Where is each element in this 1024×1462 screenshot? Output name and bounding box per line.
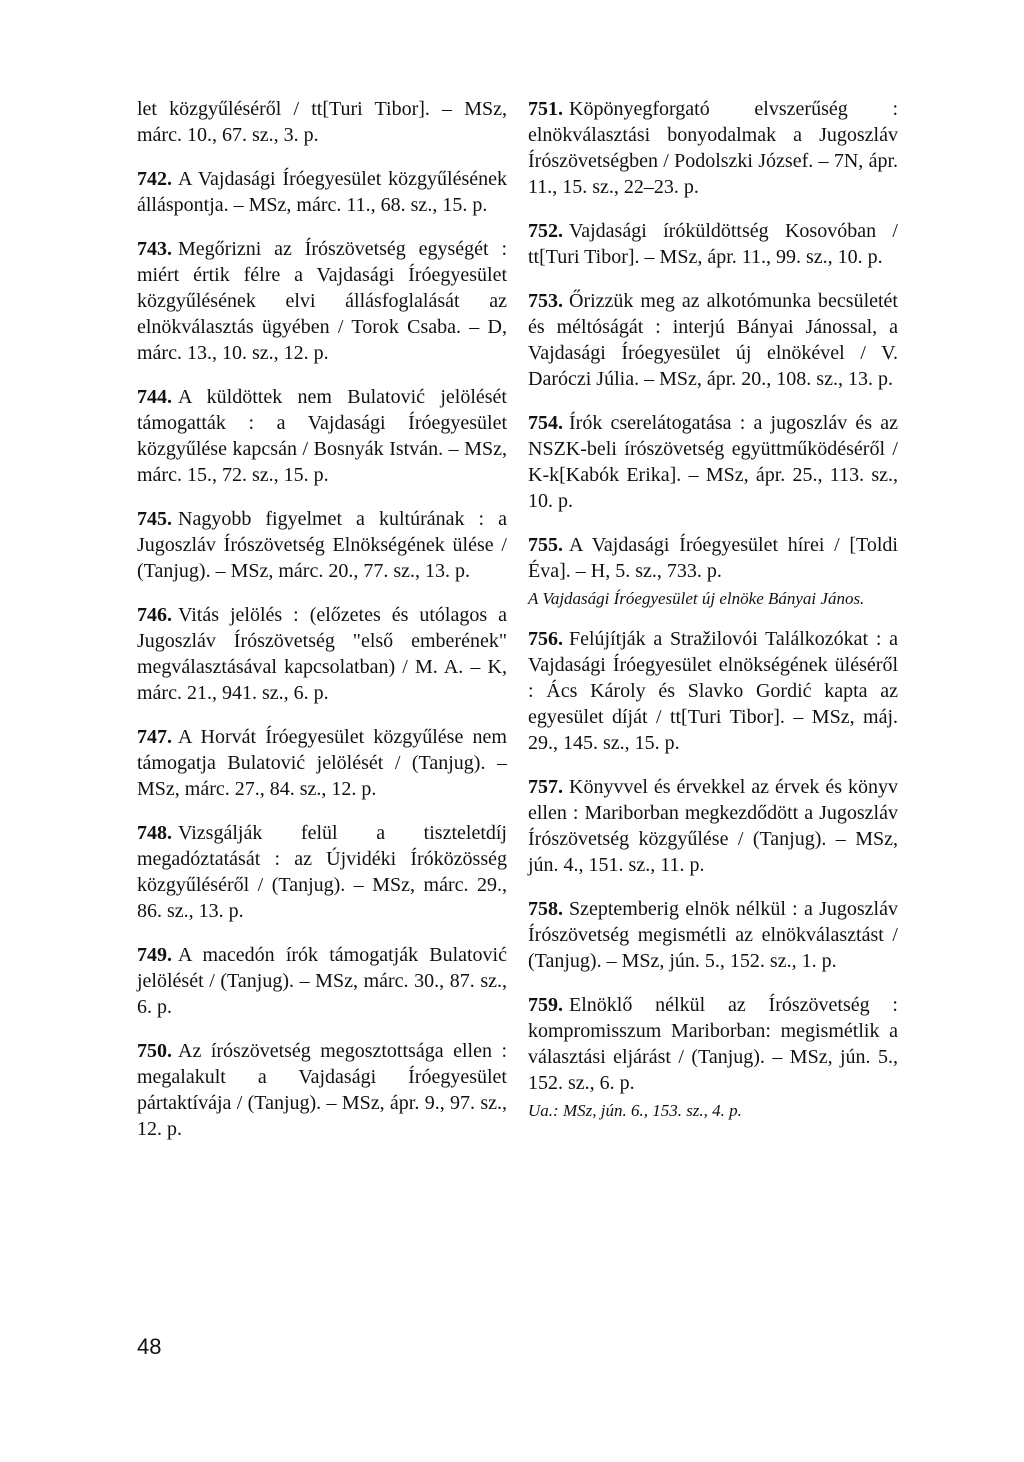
entry-text: A Vajdasági Íróegyesület közgyűlésének álláspontja. – MSz, márc. 11., 68. sz., 15. p. — [137, 168, 507, 216]
entry-text: Elnöklő nélkül az Írószövetség : kompromisszum Mariborban: megismétlik a választási eljárást / (Tanjug). – MSz, jún. 5., 152. sz., 6. p. — [528, 994, 898, 1094]
entry-744 — [137, 384, 507, 488]
entry-747 — [137, 724, 507, 802]
entry-number: 747. — [137, 726, 172, 748]
entry-text: Könyvvel és érvekkel az érvek és könyv ellen : Mariborban megkezdődött a Jugoszláv Írószövetség közgyűlése / (Tanjug). – MSz, jún. 4., 151. sz., 11. p. — [528, 776, 898, 876]
right-column — [528, 96, 898, 1138]
entry-759 — [528, 992, 898, 1096]
entry-text: Köpönyegforgató elvszerűség : elnökválasztási bonyodalmak a Jugoszláv Írószövetségben / Podolszki József. – 7N, ápr. 11., 15. sz., 22–23. p. — [528, 98, 898, 198]
entry-number: 753. — [528, 290, 563, 312]
entry-number: 744. — [137, 386, 172, 408]
entry-text: A macedón írók támogatják Bulatović jelölését / (Tanjug). – MSz, márc. 30., 87. sz., 6. p. — [137, 944, 507, 1018]
entry-text: Őrizzük meg az alkotómunka becsületét és méltóságát : interjú Bányai Jánossal, a Vajdasági Íróegyesület új elnökével / V. Daróczi Júlia. – MSz, ápr. 20., 108. sz., 13. p. — [528, 290, 898, 390]
entry-number: 751. — [528, 98, 563, 120]
entry-746 — [137, 602, 507, 706]
entry-text: Az írószövetség megosztottsága ellen : megalakult a Vajdasági Íróegyesület pártaktívája / (Tanjug). – MSz, ápr. 9., 97. sz., 12. p. — [137, 1040, 507, 1140]
page-number: 48 — [137, 1334, 162, 1359]
entry-number: 754. — [528, 412, 563, 434]
entry-text: Megőrizni az Írószövetség egységét : miért értik félre a Vajdasági Íróegyesület közgyűlésének elvi állásfoglalását az elnökválasztás ügyében / Torok Csaba. – D, márc. 13., 10. sz., 12. p. — [137, 238, 507, 364]
entry-number: 746. — [137, 604, 172, 626]
entry-748 — [137, 820, 507, 924]
entry-749 — [137, 942, 507, 1020]
entry-number: 749. — [137, 944, 172, 966]
entry-text: Vitás jelölés : (előzetes és utólagos a Jugoszláv Írószövetség "első emberének" megválasztásával kapcsolatban) / M. A. – K, márc. 21., 941. sz., 6. p. — [137, 604, 507, 704]
entry-758 — [528, 896, 898, 974]
entry-text: Írók cserelátogatása : a jugoszláv és az NSZK-beli írószövetség együttműködéséről / K-k[Kabók Erika]. – MSz, ápr. 25., 113. sz., 10. p. — [528, 412, 898, 512]
entry-text: Nagyobb figyelmet a kultúrának : a Jugoszláv Írószövetség Elnökségének ülése / (Tanjug). – MSz, márc. 20., 77. sz., 13. p. — [137, 508, 507, 582]
entry-note: A Vajdasági Íróegyesület új elnöke Bányai János. — [528, 589, 865, 608]
entry-text: Vizsgálják felül a tiszteletdíj megadóztatását : az Újvidéki Íróközösség közgyűléséről / (Tanjug). – MSz, márc. 29., 86. sz., 13. p. — [137, 822, 507, 922]
entry-text: A Vajdasági Íróegyesület hírei / [Toldi Éva]. – H, 5. sz., 733. p. — [528, 534, 898, 582]
entry-number: 742. — [137, 168, 172, 190]
entry-755 — [528, 532, 898, 584]
entry-756 — [528, 626, 898, 756]
entry-753 — [528, 288, 898, 392]
entry-number: 756. — [528, 628, 563, 650]
entry-number: 750. — [137, 1040, 172, 1062]
entry-number: 755. — [528, 534, 563, 556]
entry-text: Szeptemberig elnök nélkül : a Jugoszláv Írószövetség megismétli az elnökválasztást / (Tanjug). – MSz, jún. 5., 152. sz., 1. p. — [528, 898, 898, 972]
entry-number: 748. — [137, 822, 172, 844]
entry-754 — [528, 410, 898, 514]
entry-continuation — [137, 96, 507, 148]
entry-text: A Horvát Íróegyesület közgyűlése nem támogatja Bulatović jelölését / (Tanjug). – MSz, márc. 27., 84. sz., 12. p. — [137, 726, 507, 800]
entry-742 — [137, 166, 507, 218]
entry-745 — [137, 506, 507, 584]
entry-text: Felújítják a Stražilovói Találkozókat : a Vajdasági Íróegyesület elnökségének üléséről : Ács Károly és Slavko Gordić kapta az egyesület díját / tt[Turi Tibor]. – MSz, máj. 29., 145. sz., 15. p. — [528, 628, 898, 754]
entry-751 — [528, 96, 898, 200]
entry-text: let közgyűléséről / tt[Turi Tibor]. – MSz, márc. 10., 67. sz., 3. p. — [137, 98, 507, 146]
entry-number: 757. — [528, 776, 563, 798]
entry-743 — [137, 236, 507, 366]
entry-number: 759. — [528, 994, 563, 1016]
left-column — [137, 96, 507, 1160]
entry-note: Ua.: MSz, jún. 6., 153. sz., 4. p. — [528, 1101, 742, 1120]
entry-number: 758. — [528, 898, 563, 920]
entry-number: 745. — [137, 508, 172, 530]
entry-number: 743. — [137, 238, 172, 260]
entry-757 — [528, 774, 898, 878]
entry-number: 752. — [528, 220, 563, 242]
entry-text: A küldöttek nem Bulatović jelölését támogatták : a Vajdasági Íróegyesület közgyűlése kapcsán / Bosnyák István. – MSz, márc. 15., 72. sz., 15. p. — [137, 386, 507, 486]
entry-750 — [137, 1038, 507, 1142]
entry-752 — [528, 218, 898, 270]
entry-text: Vajdasági íróküldöttség Kosovóban / tt[Turi Tibor]. – MSz, ápr. 11., 99. sz., 10. p. — [528, 220, 898, 268]
